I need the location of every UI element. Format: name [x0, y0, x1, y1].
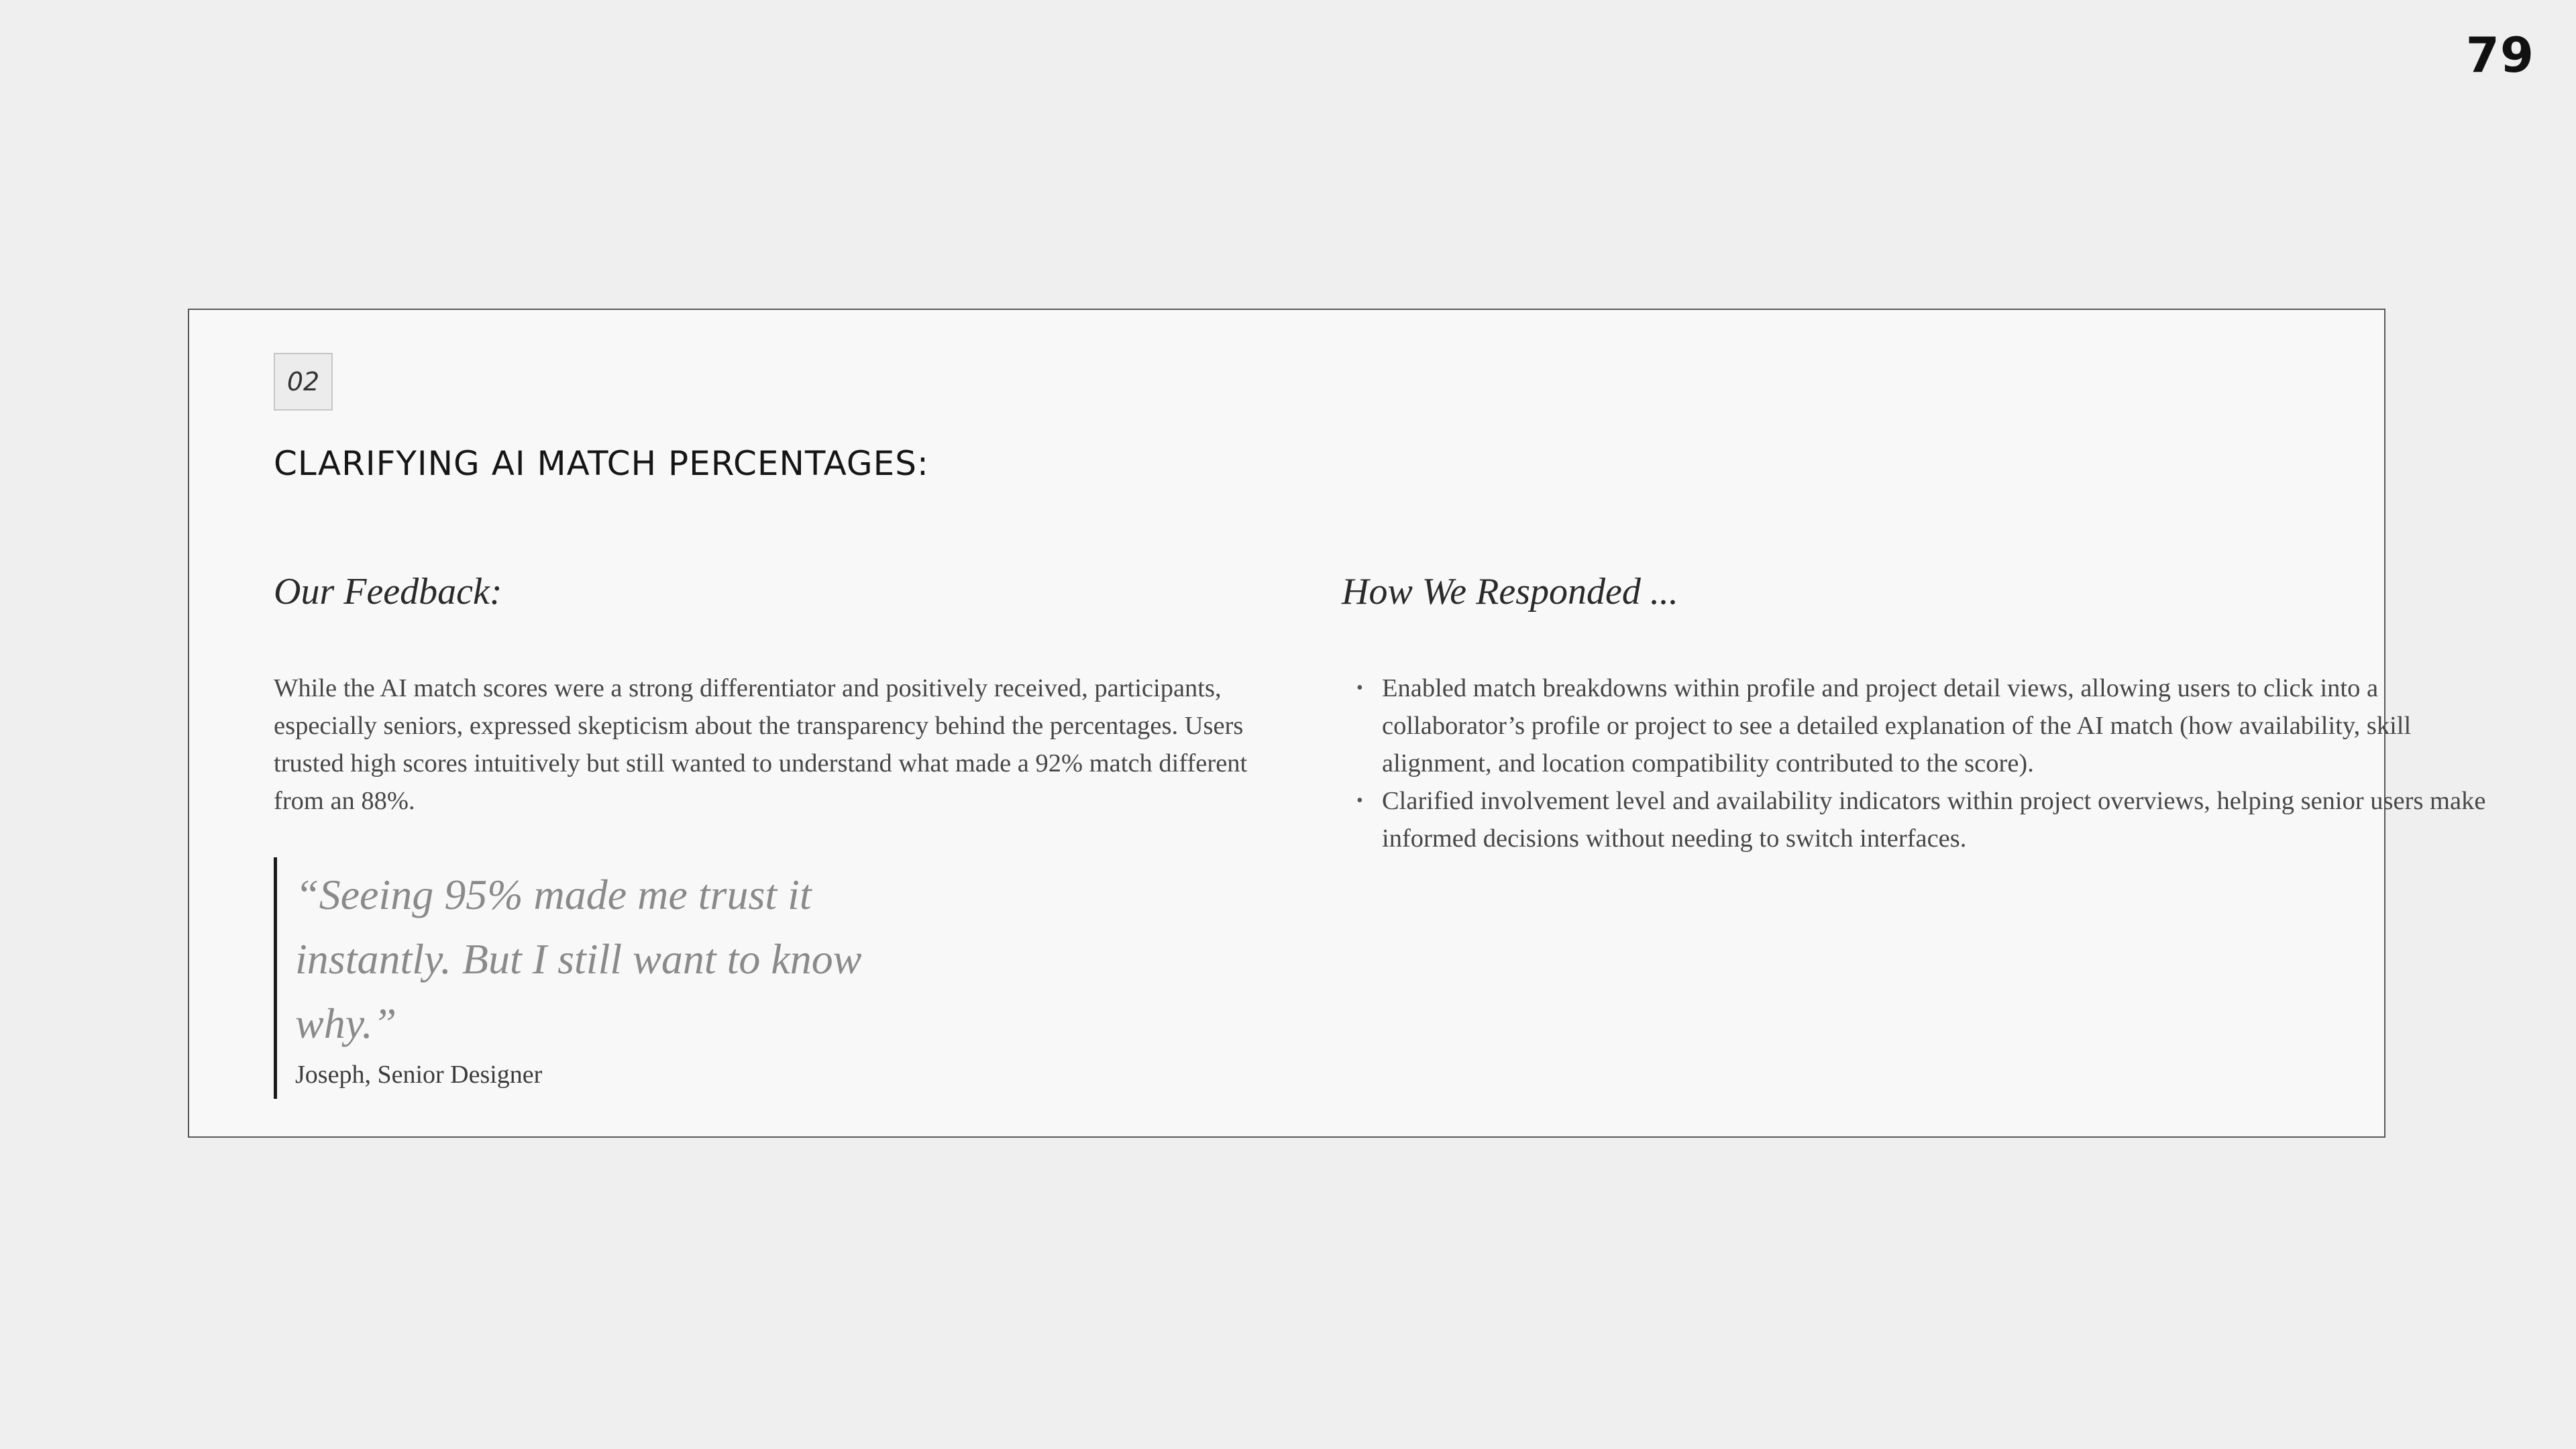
quote-text: “Seeing 95% made me trust it instantly. But I still want to know why.” [295, 871, 862, 1047]
response-list [1342, 669, 2502, 857]
quote-attribution: Joseph, Senior Designer [295, 1061, 543, 1089]
response-item-text: Enabled match breakdowns within profile and project detail views, allowing users to click into a collaborator’s profile or project to see a detailed explanation of the AI match (how availability, skill alignment, and location compatibility contributed to the score). [1382, 674, 2412, 777]
feedback-heading: Our Feedback: [274, 571, 502, 612]
response-item [1342, 782, 2502, 857]
participant-quote [274, 857, 945, 1099]
page-number: 79 [2465, 27, 2534, 83]
feedback-card [188, 309, 2486, 1138]
feedback-body: While the AI match scores were a strong differentiator and positively received, participants, especially seniors, expressed skepticism about the transparency behind the percentages. Users trusted high scores intuitively but still wanted to understand what made a 92% match different from an 88%. [274, 674, 1248, 815]
bullet-icon: • [1356, 790, 1363, 811]
response-item [1342, 669, 2502, 782]
bullet-icon: • [1356, 678, 1363, 698]
card-title: CLARIFYING AI MATCH PERCENTAGES: [274, 444, 929, 483]
response-heading: How We Responded ... [1342, 571, 1678, 612]
section-number-badge: 02 [274, 353, 333, 411]
response-item-text: Clarified involvement level and availability indicators within project overviews, helping senior users make informed decisions without needing to switch interfaces. [1382, 787, 2486, 853]
